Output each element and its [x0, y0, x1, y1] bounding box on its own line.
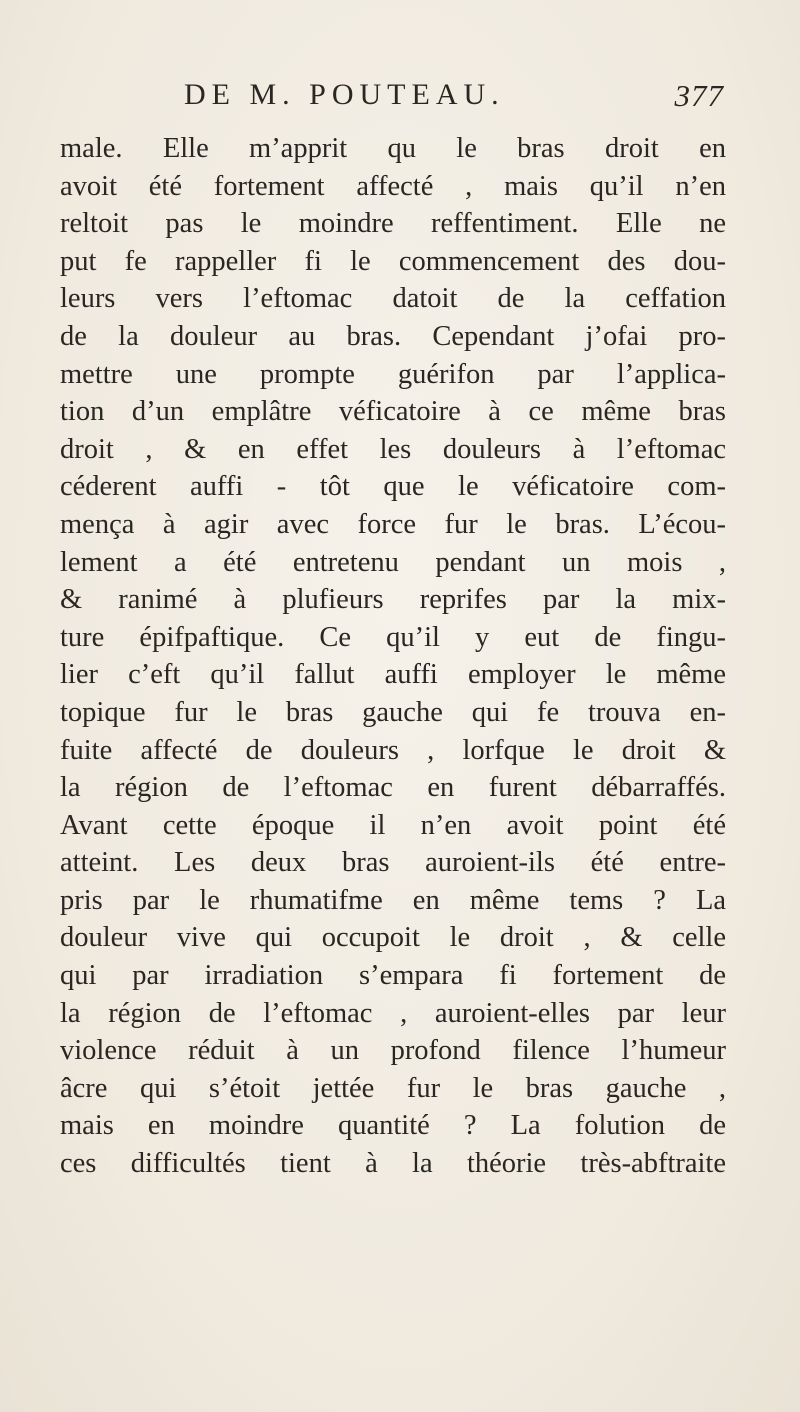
- text-line: pris par le rhumatifme en même tems ? La: [60, 884, 726, 916]
- text-line: lement a été entretenu pendant un mois ,: [60, 546, 726, 578]
- text-line: topique fur le bras gauche qui fe trouva en-: [60, 696, 726, 728]
- text-line: put fe rappeller fi le commencement des dou-: [60, 245, 726, 277]
- text-line: atteint. Les deux bras auroient-ils été entre-: [60, 847, 726, 879]
- text-line: mais en moindre quantité ? La folution de: [60, 1110, 726, 1142]
- body-text: [60, 130, 726, 1183]
- page-number: 377: [674, 78, 724, 113]
- text-line: qui par irradiation s’empara fi fortement de: [60, 960, 726, 992]
- text-line: céderent auffi - tôt que le véficatoire com-: [60, 471, 726, 503]
- text-line: avoit été fortement affecté , mais qu’il n’en: [60, 170, 726, 202]
- text-line: lier c’eft qu’il fallut auffi employer le même: [60, 659, 726, 691]
- text-line: la région de l’eftomac , auroient-elles par leur: [60, 997, 726, 1029]
- text-line: leurs vers l’eftomac datoit de la ceffation: [60, 283, 726, 315]
- text-line: âcre qui s’étoit jettée fur le bras gauche ,: [60, 1072, 726, 1104]
- page-header: [184, 78, 724, 118]
- text-line: & ranimé à plufieurs reprifes par la mix-: [60, 584, 726, 616]
- text-line: de la douleur au bras. Cependant j’ofai pro-: [60, 320, 726, 352]
- text-line: tion d’un emplâtre véficatoire à ce même bras: [60, 396, 726, 428]
- text-line: ces difficultés tient à la théorie très-abftraite: [60, 1148, 726, 1180]
- text-line: male. Elle m’apprit qu le bras droit en: [60, 133, 726, 164]
- text-line: reltoit pas le moindre reffentiment. Elle ne: [60, 208, 726, 240]
- text-line: Avant cette époque il n’en avoit point été: [60, 809, 726, 841]
- text-line: violence réduit à un profond filence l’humeur: [60, 1035, 726, 1067]
- text-line: mettre une prompte guérifon par l’applica-: [60, 358, 726, 390]
- running-head: DE M. POUTEAU.: [184, 78, 505, 111]
- text-line: la région de l’eftomac en furent débarraffés.: [60, 772, 726, 804]
- text-line: droit , & en effet les douleurs à l’eftomac: [60, 433, 726, 465]
- text-line: ture épifpaftique. Ce qu’il y eut de fingu-: [60, 621, 726, 653]
- text-line: mença à agir avec force fur le bras. L’écou-: [60, 508, 726, 540]
- text-line: fuite affecté de douleurs , lorfque le droit &: [60, 734, 726, 766]
- text-line: douleur vive qui occupoit le droit , & celle: [60, 922, 726, 954]
